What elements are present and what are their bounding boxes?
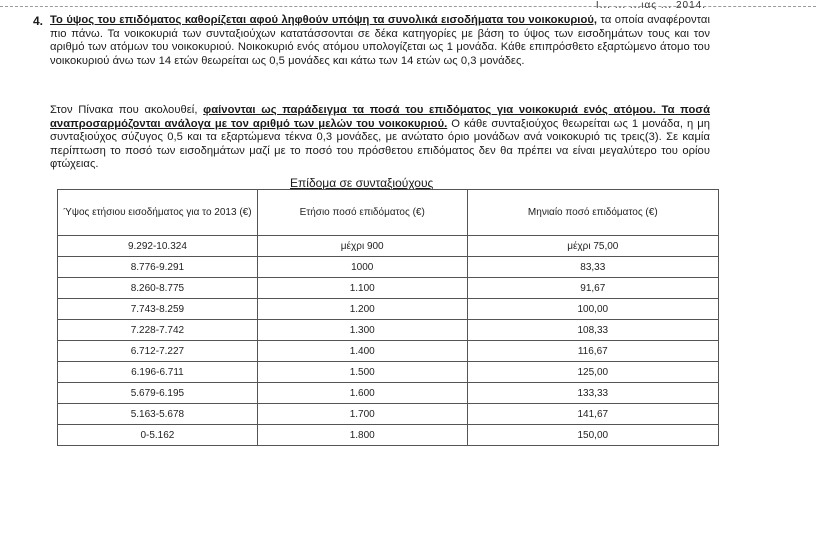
income-cell: 5.679-6.195	[58, 383, 258, 404]
income-cell: 8.776-9.291	[58, 257, 258, 278]
column-header-annual: Ετήσιο ποσό επιδόματος (€)	[257, 190, 467, 236]
monthly-cell: 83,33	[467, 257, 718, 278]
annual-cell: μέχρι 900	[257, 236, 467, 257]
annual-cell: 1000	[257, 257, 467, 278]
annual-cell: 1.800	[257, 425, 467, 446]
allowance-table	[57, 189, 719, 446]
table-row	[58, 383, 719, 404]
paragraph-1	[50, 14, 710, 68]
paragraph-2	[50, 104, 710, 172]
column-header-monthly: Μηνιαίο ποσό επιδόματος (€)	[467, 190, 718, 236]
paragraph-2-intro: Στον Πίνακα που ακολουθεί,	[50, 104, 198, 116]
income-cell: 6.712-7.227	[58, 341, 258, 362]
income-cell: 5.163-5.678	[58, 404, 258, 425]
income-cell: 9.292-10.324	[58, 236, 258, 257]
monthly-cell: 125,00	[467, 362, 718, 383]
table-row	[58, 278, 719, 299]
monthly-cell: μέχρι 75,00	[467, 236, 718, 257]
annual-cell: 1.100	[257, 278, 467, 299]
paragraph-2-lead: φαίνονται ως παράδειγμα τα ποσά του επιδόματος για νοικοκυριά ενός ατόμου. Τα ποσά αναπροσαρμόζονται ανάλογα με τον αριθμό των μελών του νοικοκυριού.	[50, 104, 710, 130]
annual-cell: 1.300	[257, 320, 467, 341]
monthly-cell: 116,67	[467, 341, 718, 362]
annual-cell: 1.700	[257, 404, 467, 425]
annual-cell: 1.200	[257, 299, 467, 320]
paragraph-1-lead: Το ύψος του επιδόματος καθορίζεται αφού ληφθούν υπόψη τα συνολικά εισοδήματα του νοικοκυριού,	[50, 14, 598, 26]
monthly-cell: 133,33	[467, 383, 718, 404]
header-date-fragment: Ι... ... ...ιας ... 2014.	[595, 0, 706, 11]
table-header-row	[58, 190, 719, 236]
table-row	[58, 362, 719, 383]
monthly-cell: 141,67	[467, 404, 718, 425]
income-cell: 6.196-6.711	[58, 362, 258, 383]
table-row	[58, 299, 719, 320]
monthly-cell: 108,33	[467, 320, 718, 341]
table-row	[58, 236, 719, 257]
table-row	[58, 425, 719, 446]
table-row	[58, 341, 719, 362]
paragraph-1-text: τα οποία αναφέρονται πιο πάνω. Τα νοικοκυριά των συνταξιούχων κατατάσσονται σε δέκα κατηγορίες με βάση το ύψος των εισοδημάτων τους και τον αριθμό των ατόμων του νοικοκυριού. Νοικοκυριό ενός ατόμου υπολογίζεται ως 1 μονάδα. Κάθε επιπρόσθετο εξαρτώμενο άτομο του νοικοκυριού άνω των 14 ετών θεωρείται ως 0,5 μονάδες και κάτω των 14 ετών ως 0,3 μονάδες.	[50, 14, 710, 67]
income-cell: 0-5.162	[58, 425, 258, 446]
income-cell: 7.743-8.259	[58, 299, 258, 320]
monthly-cell: 150,00	[467, 425, 718, 446]
table-caption: Επίδομα σε συνταξιούχους	[290, 176, 434, 190]
table-row	[58, 404, 719, 425]
annual-cell: 1.400	[257, 341, 467, 362]
annual-cell: 1.500	[257, 362, 467, 383]
section-number: 4.	[33, 14, 44, 28]
table-row	[58, 320, 719, 341]
table-row	[58, 257, 719, 278]
column-header-income: Ύψος ετήσιου εισοδήματος για το 2013 (€)	[58, 190, 258, 236]
income-cell: 8.260-8.775	[58, 278, 258, 299]
annual-cell: 1.600	[257, 383, 467, 404]
income-cell: 7.228-7.742	[58, 320, 258, 341]
monthly-cell: 100,00	[467, 299, 718, 320]
monthly-cell: 91,67	[467, 278, 718, 299]
paragraph-2-text: Ο κάθε συνταξιούχος θεωρείται ως 1 μονάδα, η μη συνταξιούχος σύζυγος 0,5 και τα εξαρτώμενα τέκνα 0,3 μονάδες, με ανώτατο όριο μονάδων ανά νοικοκυριό τις τρεις(3). Σε καμία περίπτωση το ποσό των εισοδημάτων μαζί με το ποσό του πρόσθετου επιδόματος δεν θα πρέπει να είναι μεγαλύτερο του ορίου φτώχειας.	[50, 117, 711, 171]
